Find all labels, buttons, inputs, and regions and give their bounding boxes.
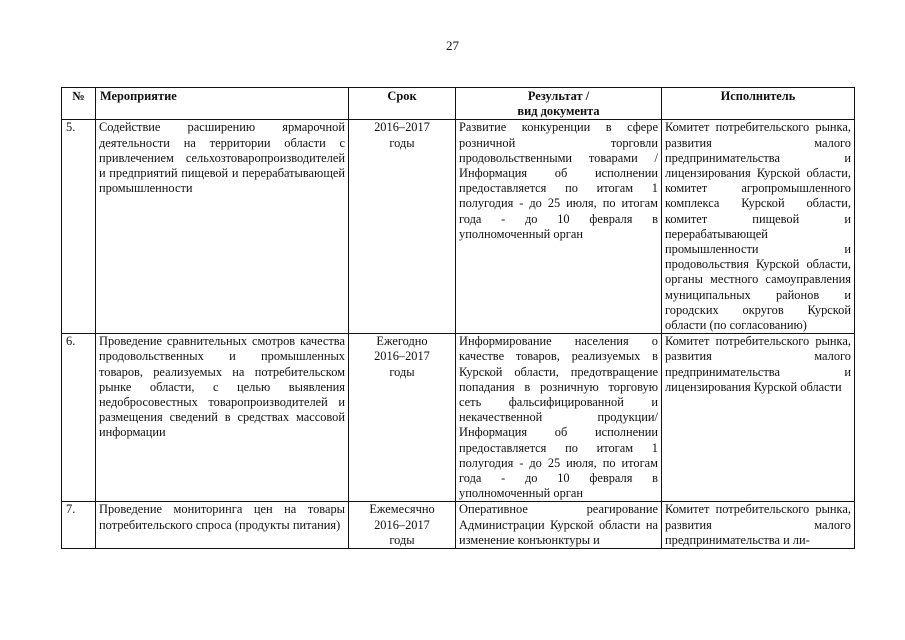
row-executor: Комитет потребительского рынка, развития малого предпринимательства и лицензирования Курской области, комитет агропромышленного комплекса Курской области, комитет пищевой и перерабатывающей промышленности и продовольствия Курской области, органы местного самоуправления муниципальных районов и городских округов Курской области (по согласованию) <box>662 120 855 334</box>
row-num-text: 7. <box>66 502 76 517</box>
row-result: Развитие конкуренции в сфере розничной торговли продовольственными товарами / Информация об исполнении предоставляется по итогам 1 полугодия - до 25 июля, по итогам года - до 10 февраля в уполномоченный орган <box>456 120 662 334</box>
row-executor <box>662 502 855 549</box>
header-result-line1: Результат / <box>527 89 590 103</box>
row-result <box>456 502 662 549</box>
header-activity: Мероприятие <box>96 88 349 120</box>
activities-table <box>61 87 855 549</box>
row-term-line: 2016–2017 <box>374 120 430 135</box>
header-executor: Исполнитель <box>662 88 855 120</box>
row-term-line: годы <box>389 364 415 379</box>
table-row <box>62 334 855 502</box>
row-activity: Проведение сравнительных смотров качества продовольственных и промышленных товаров, реализуемых на потребительском рынке области, с целью выявления недобросовестных товаропроизводителей и размещения сведений в средствах массовой информации <box>96 334 349 502</box>
row-activity-text: Проведение мониторинга цен на товары потребительского спроса (продукты питания) <box>99 502 345 532</box>
row-result: Информирование населения о качестве товаров, реализуемых в Курской области, предотвращение попадания в розничную торговую сеть фальсифицированной и некачественной продукции/Информация об исполнении предоставляется по итогам 1 полугодия - до 25 июля, по итогам года - до 10 февраля в уполномоченный орган <box>456 334 662 502</box>
header-result <box>456 88 662 120</box>
header-num: № <box>62 88 96 120</box>
row-term-line: Ежемесячно <box>369 502 435 517</box>
row-activity <box>96 502 349 549</box>
row-activity: Содействие расширению ярмарочной деятельности на территории области с привлечением сельхозтоваропроизводителей и предприятий пищевой и перерабатывающей промышленности <box>96 120 349 334</box>
header-result-line2: вид документа <box>517 104 600 119</box>
row-num: 5. <box>62 120 96 334</box>
table-row <box>62 120 855 334</box>
row-num: 6. <box>62 334 96 502</box>
row-executor: Комитет потребительского рынка, развития малого предпринимательства и лицензирования Курской области <box>662 334 855 502</box>
page-number: 27 <box>446 38 459 53</box>
row-result-text: Оперативное реагирование Администрации Курской области на изменение конъюнктуры и <box>459 502 658 547</box>
row-term <box>349 120 456 334</box>
header-term: Срок <box>349 88 456 120</box>
row-term-line: 2016–2017 <box>374 517 430 532</box>
row-term <box>349 502 456 549</box>
row-term <box>349 334 456 502</box>
table-header-row <box>62 88 855 120</box>
row-executor-text: Комитет потребительского рынка, развития малого предпринимательства и ли- <box>665 502 851 547</box>
table-row <box>62 502 855 549</box>
row-term-line: годы <box>389 135 415 150</box>
row-term-lines <box>352 502 452 548</box>
row-num <box>62 502 96 549</box>
row-term-line: 2016–2017 <box>374 349 430 364</box>
row-term-line: годы <box>389 532 415 547</box>
row-term-line: Ежегодно <box>376 334 428 349</box>
